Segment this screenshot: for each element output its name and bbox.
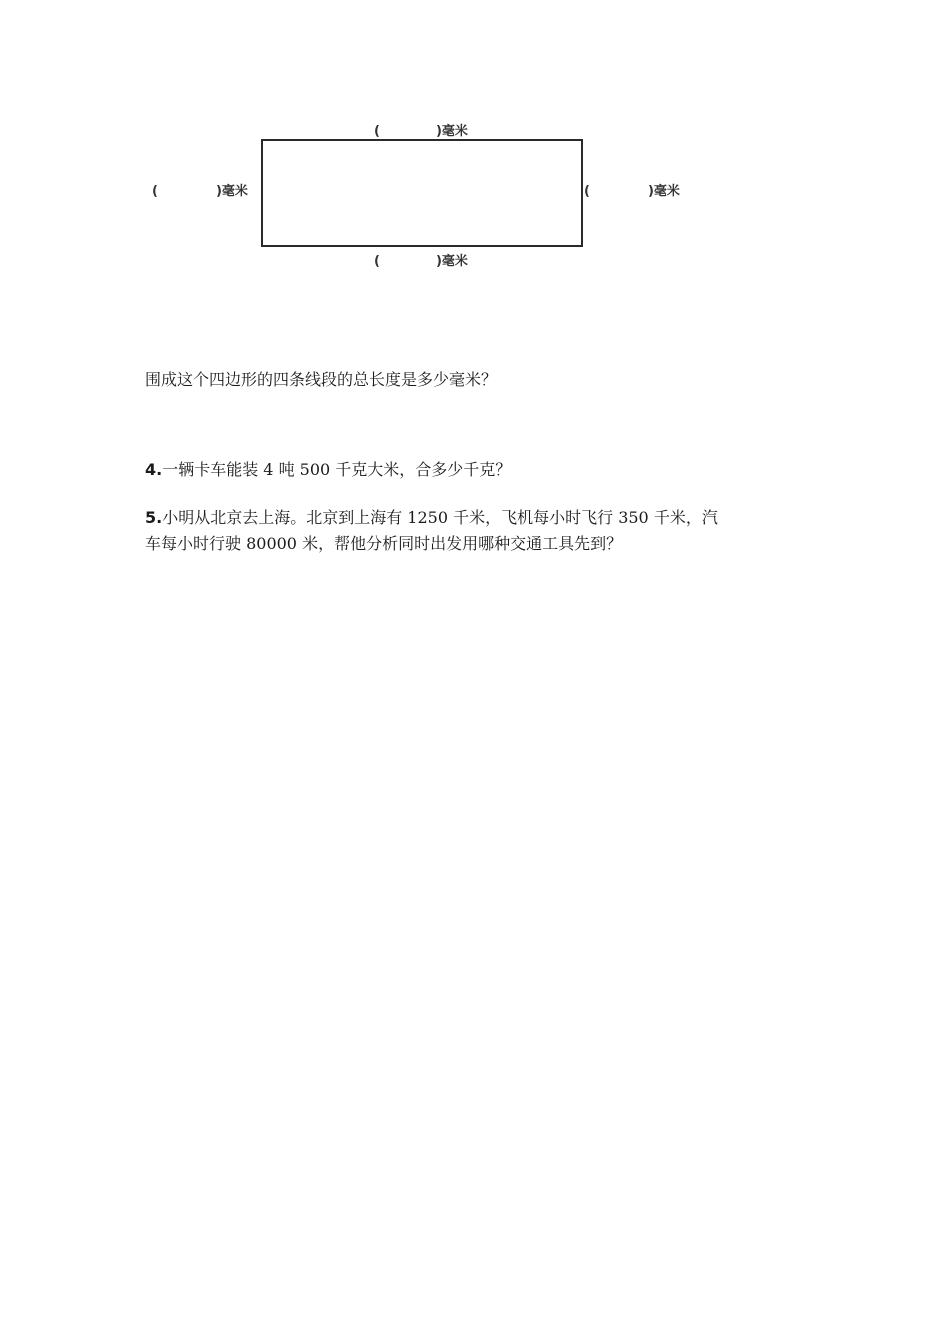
- close-paren: ): [647, 184, 654, 199]
- open-paren: (: [152, 184, 158, 199]
- bottom-side-label: [374, 250, 468, 269]
- right-side-label: [584, 180, 680, 199]
- close-paren: ): [215, 184, 222, 199]
- unit-label: 毫米: [653, 184, 680, 199]
- question-4: [145, 457, 810, 483]
- unit-label: 毫米: [221, 184, 248, 199]
- question-line-1: [145, 505, 810, 531]
- open-paren: (: [374, 124, 380, 139]
- top-side-label: [374, 120, 468, 139]
- question-text: 一辆卡车能装 4 吨 500 千克大米，合多少千克？: [162, 460, 512, 479]
- unit-label: 毫米: [441, 254, 468, 269]
- close-paren: ): [435, 254, 442, 269]
- question-5: [145, 505, 810, 557]
- question-number: 5.: [145, 508, 163, 527]
- left-side-label: [152, 180, 248, 199]
- open-paren: (: [374, 254, 380, 269]
- close-paren: ): [435, 124, 442, 139]
- question-number: 4.: [145, 460, 163, 479]
- sub-question-total-length: 围成这个四边形的四条线段的总长度是多少毫米？: [145, 370, 498, 389]
- rectangle-figure: [140, 100, 720, 280]
- question-line-2: 车每小时行驶 80000 米，帮他分析同时出发用哪种交通工具先到？: [145, 534, 623, 553]
- rectangle-shape: [261, 139, 583, 247]
- question-text: 小明从北京去上海。北京到上海有 1250 千米，飞机每小时飞行 350 千米，汽: [162, 508, 718, 527]
- unit-label: 毫米: [441, 124, 468, 139]
- open-paren: (: [584, 184, 590, 199]
